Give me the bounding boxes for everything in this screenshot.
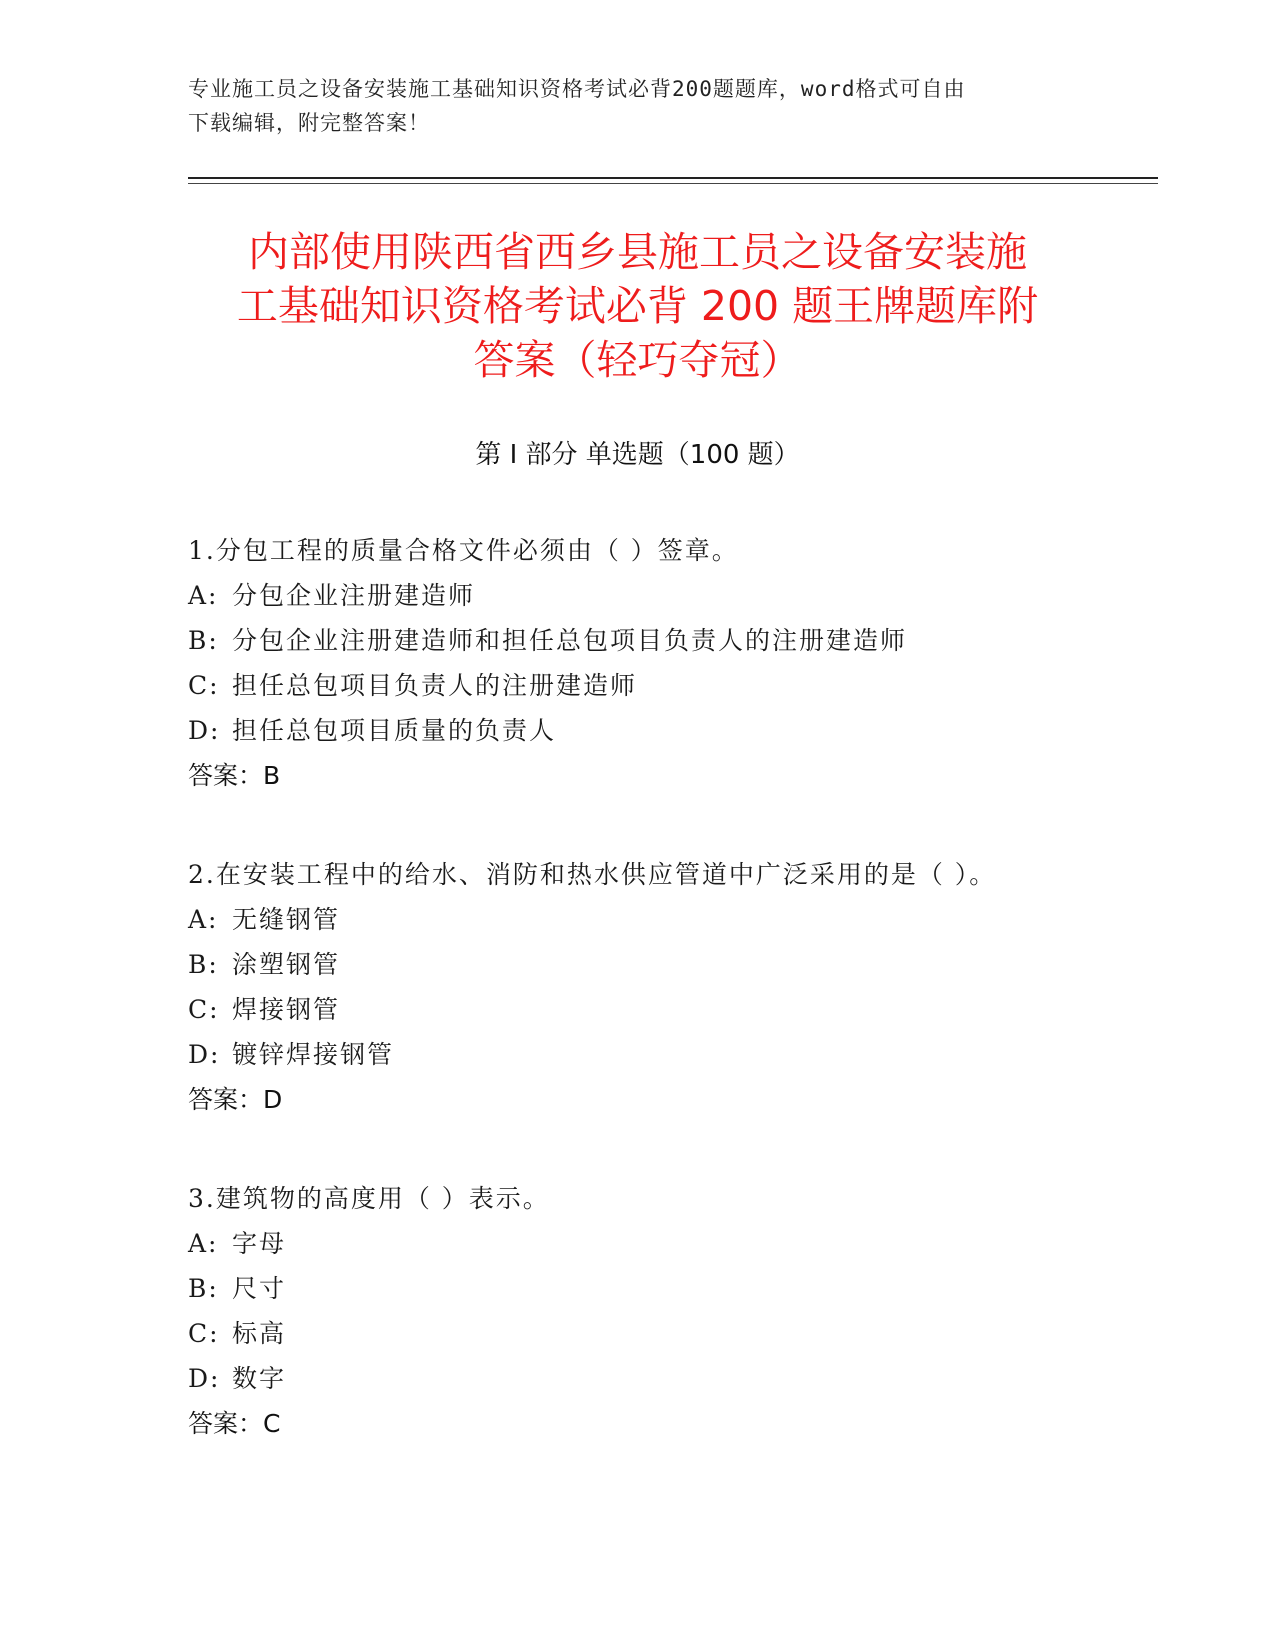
option-key: B: [188, 1274, 219, 1303]
header-divider-thin [188, 183, 1158, 184]
option-key: B: [188, 626, 219, 655]
question-item [188, 528, 1148, 798]
answer: 答案：D [188, 1085, 283, 1114]
option-c [188, 1311, 1148, 1356]
option-c [188, 987, 1148, 1032]
option-key: C: [188, 671, 220, 700]
option-d [188, 1032, 1148, 1077]
option-text: 标高 [232, 1319, 287, 1348]
option-text: 字母 [232, 1229, 287, 1258]
option-key: C: [188, 1319, 220, 1348]
option-text: 分包企业注册建造师和担任总包项目负责人的注册建造师 [232, 626, 908, 655]
option-text: 分包企业注册建造师 [232, 581, 476, 610]
option-b [188, 942, 1148, 987]
option-text: 担任总包项目负责人的注册建造师 [232, 671, 638, 700]
option-key: B: [188, 950, 219, 979]
answer: 答案：B [188, 761, 281, 790]
option-a [188, 897, 1148, 942]
option-c [188, 663, 1148, 708]
option-a [188, 1221, 1148, 1266]
option-key: D: [188, 1040, 221, 1069]
option-text: 镀锌焊接钢管 [232, 1040, 395, 1069]
option-text: 数字 [232, 1364, 287, 1393]
document-title-line-1: 内部使用陕西省西乡县施工员之设备安装施 [248, 228, 1027, 276]
option-key: A: [188, 581, 219, 610]
option-text: 无缝钢管 [232, 905, 341, 934]
option-text: 担任总包项目质量的负责人 [232, 716, 557, 745]
question-stem: 3.建筑物的高度用（ ）表示。 [188, 1184, 550, 1213]
header-divider-thick [188, 177, 1158, 179]
question-item [188, 852, 1148, 1122]
option-d [188, 1356, 1148, 1401]
option-b [188, 618, 1148, 663]
question-list [188, 528, 1148, 1500]
option-text: 尺寸 [232, 1274, 287, 1303]
document-title [190, 225, 1085, 387]
header-note-line-2: 下载编辑，附完整答案！ [188, 111, 430, 135]
option-key: D: [188, 716, 221, 745]
document-title-line-3: 答案（轻巧夺冠） [473, 336, 802, 384]
option-key: C: [188, 995, 220, 1024]
option-key: A: [188, 1229, 219, 1258]
option-text: 涂塑钢管 [232, 950, 341, 979]
option-b [188, 1266, 1148, 1311]
section-title: 第 I 部分 单选题（100 题） [475, 440, 800, 470]
document-title-line-2: 工基础知识资格考试必背 200 题王牌题库附 [236, 282, 1039, 330]
answer: 答案：C [188, 1409, 281, 1438]
option-d [188, 708, 1148, 753]
option-a [188, 573, 1148, 618]
option-key: D: [188, 1364, 221, 1393]
question-stem: 1.分包工程的质量合格文件必须由（ ）签章。 [188, 536, 739, 565]
header-note [188, 72, 1068, 140]
option-key: A: [188, 905, 219, 934]
question-item [188, 1176, 1148, 1446]
question-stem: 2.在安装工程中的给水、消防和热水供应管道中广泛采用的是（ ）。 [188, 860, 997, 889]
header-note-line-1: 专业施工员之设备安装施工基础知识资格考试必背200题题库，word格式可自由 [188, 77, 966, 101]
option-text: 焊接钢管 [232, 995, 341, 1024]
